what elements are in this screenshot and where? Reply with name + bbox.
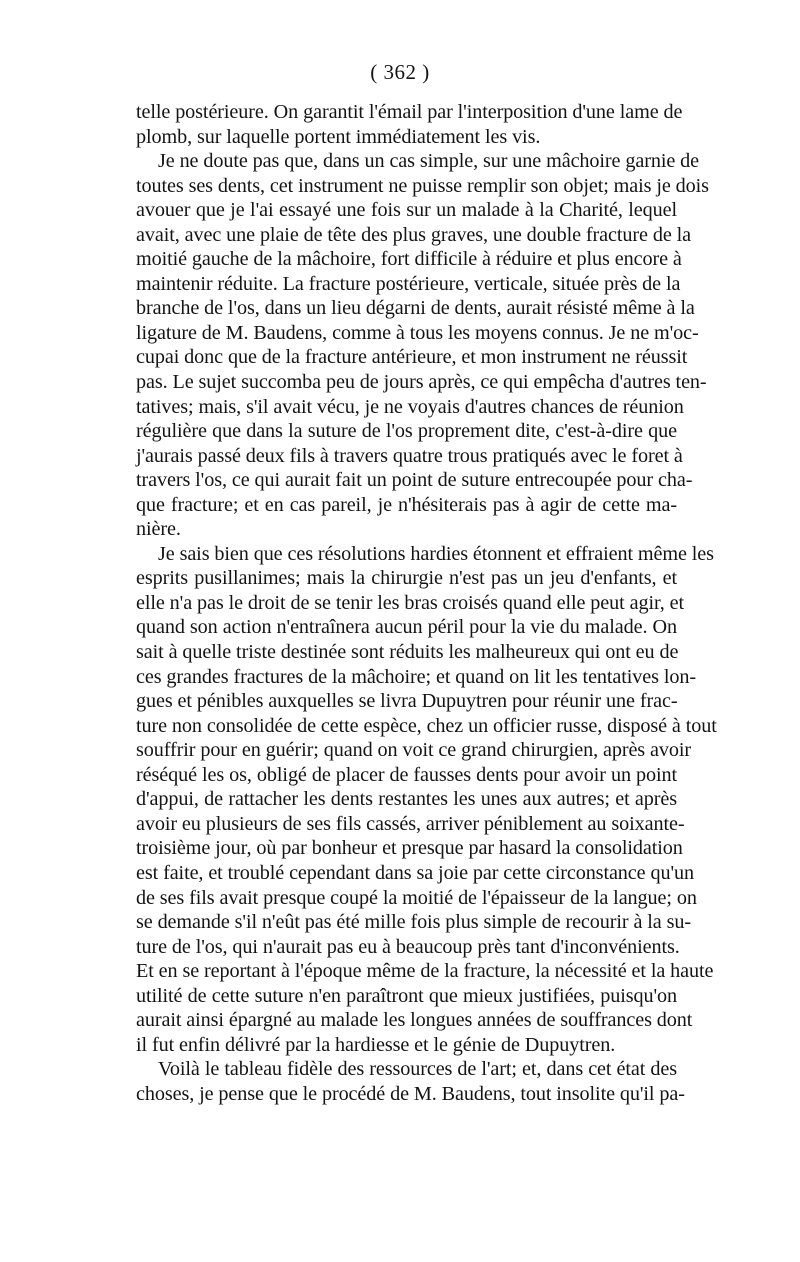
text-line: que fracture; et en cas pareil, je n'hésiterais pas à agir de cette ma- (136, 493, 677, 516)
text-line: ligature de M. Baudens, comme à tous les moyens connus. Je ne m'oc- (136, 321, 699, 344)
text-line: elle n'a pas le droit de se tenir les bras croisés quand elle peut agir, et (136, 591, 685, 614)
text-line: plomb, sur laquelle portent immédiatement les vis. (136, 125, 541, 148)
text-line: régulière que dans la suture de l'os proprement dite, c'est-à-dire que (136, 420, 677, 443)
text-line: souffrir pour en guérir; quand on voit ce grand chirurgien, après avoir (136, 739, 691, 762)
text-line: tatives; mais, s'il avait vécu, je ne voyais d'autres chances de réunion (136, 395, 684, 418)
text-line: Et en se reportant à l'époque même de la fracture, la nécessité et la haute (136, 960, 714, 983)
text-line: Voilà le tableau fidèle des ressources de l'art; et, dans cet état des (158, 1058, 677, 1081)
text-line: troisième jour, où par bonheur et presque par hasard la consolidation (136, 837, 683, 860)
text-line: aurait ainsi épargné au malade les longues années de souffrances dont (136, 1009, 693, 1032)
text-line: choses, je pense que le procédé de M. Baudens, tout insolite qu'il pa- (136, 1082, 685, 1105)
page-number: ( 362 ) (370, 60, 430, 84)
text-line: pas. Le sujet succomba peu de jours après, ce qui empêcha d'autres ten- (136, 371, 707, 394)
body-text (136, 100, 717, 1106)
text-line: Je ne doute pas que, dans un cas simple, sur une mâchoire garnie de (158, 150, 699, 173)
text-line: utilité de cette suture n'en paraîtront que mieux justifiées, puisqu'on (136, 984, 677, 1007)
text-line: cupai donc que de la fracture antérieure, et mon instrument ne réussit (136, 346, 688, 369)
text-line: travers l'os, ce qui aurait fait un point de suture entrecoupée pour cha- (136, 469, 693, 492)
text-line: toutes ses dents, cet instrument ne puisse remplir son objet; mais je dois (136, 174, 709, 197)
text-line: Je sais bien que ces résolutions hardies étonnent et effraient même les (158, 542, 714, 565)
text-line: de ses fils avait presque coupé la moitié de l'épaisseur de la langue; on (136, 886, 697, 909)
text-line: d'appui, de rattacher les dents restantes les unes aux autres; et après (136, 788, 677, 811)
text-line: moitié gauche de la mâchoire, fort difficile à réduire et plus encore à (136, 248, 682, 271)
text-line: quand son action n'entraînera aucun péril pour la vie du malade. On (136, 616, 677, 639)
text-line: esprits pusillanimes; mais la chirurgie n'est pas un jeu d'enfants, et (136, 567, 677, 590)
text-line: gues et pénibles auxquelles se livra Dupuytren pour réunir une frac- (136, 690, 678, 713)
text-line: branche de l'os, dans un lieu dégarni de dents, aurait résisté même à la (136, 297, 695, 320)
text-line: il fut enfin délivré par la hardiesse et le génie de Dupuytren. (136, 1033, 616, 1056)
text-line: nière. (136, 518, 181, 541)
text-line: réséqué les os, obligé de placer de fausses dents pour avoir un point (136, 763, 677, 786)
text-line: telle postérieure. On garantit l'émail par l'interposition d'une lame de (136, 101, 683, 123)
text-line: se demande s'il n'eût pas été mille fois plus simple de recourir à la su- (136, 911, 691, 934)
text-line: avoir eu plusieurs de ses fils cassés, arriver péniblement au soixante- (136, 812, 685, 835)
text-line: ces grandes fractures de la mâchoire; et quand on lit les tentatives lon- (136, 665, 696, 688)
text-line: est faite, et troublé cependant dans sa joie par cette circonstance qu'un (136, 861, 694, 884)
text-line: ture non consolidée de cette espèce, chez un officier russe, disposé à tout (136, 714, 717, 737)
text-line: j'aurais passé deux fils à travers quatre trous pratiqués avec le foret à (136, 444, 683, 467)
text-line: avait, avec une plaie de tête des plus graves, une double fracture de la (136, 223, 691, 246)
text-line: sait à quelle triste destinée sont réduits les malheureux qui ont eu de (136, 641, 679, 664)
text-line: maintenir réduite. La fracture postérieure, verticale, située près de la (136, 272, 681, 295)
text-line: ture de l'os, qui n'aurait pas eu à beaucoup près tant d'inconvénients. (136, 935, 680, 958)
text-line: avouer que je l'ai essayé une fois sur un malade à la Charité, lequel (136, 199, 677, 222)
